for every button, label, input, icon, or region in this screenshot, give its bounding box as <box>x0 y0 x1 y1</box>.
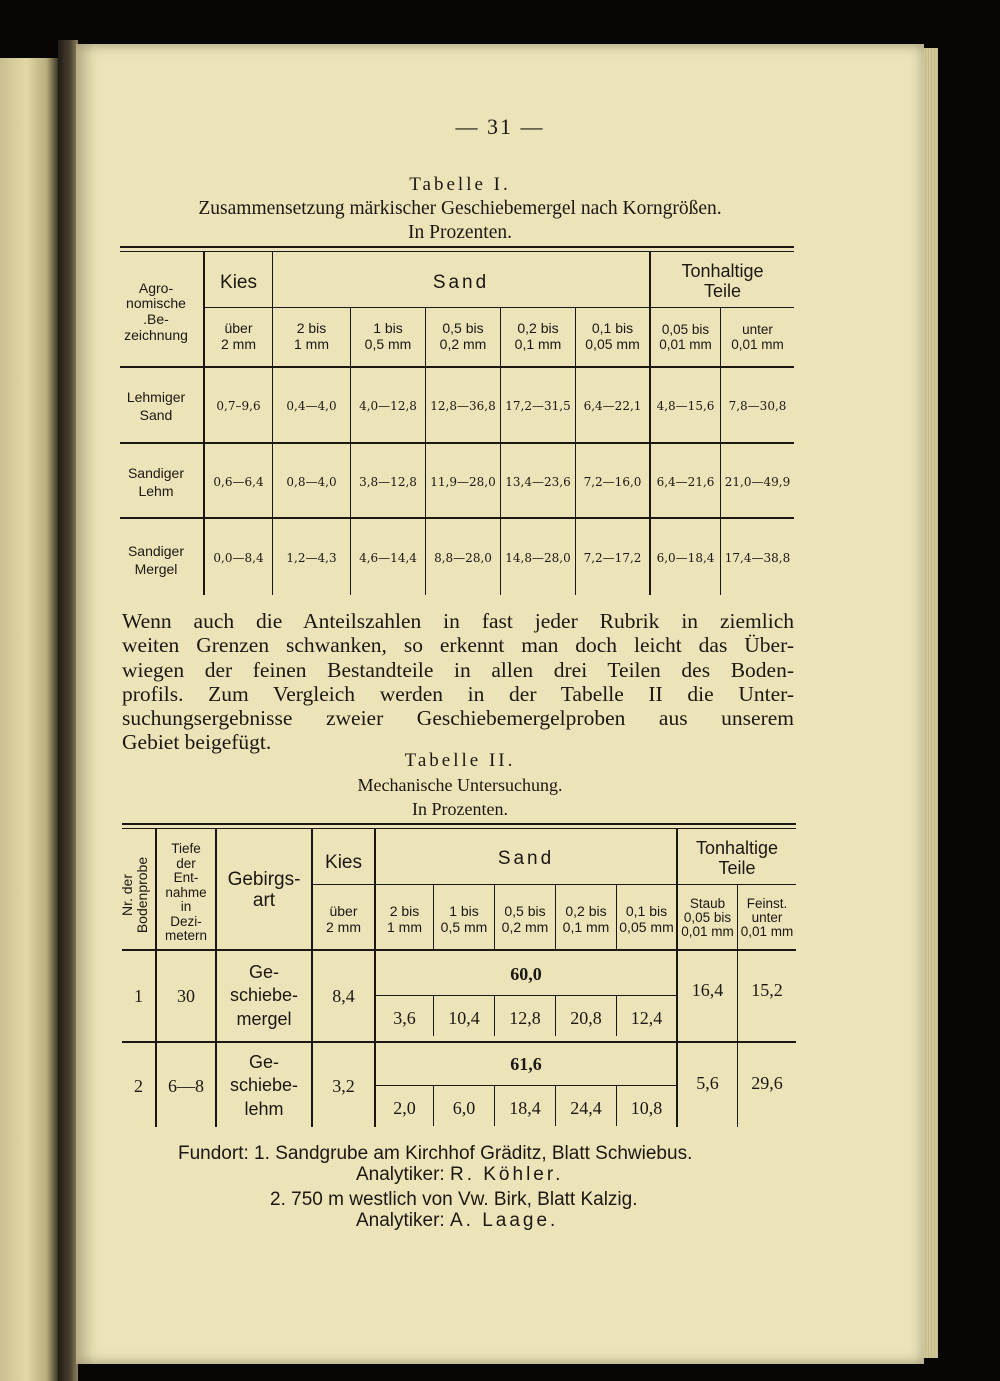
header-line: Ent- <box>173 870 199 886</box>
header-line: Teile <box>718 858 756 878</box>
table2-cell-sand-total: 60,0 <box>510 963 542 984</box>
table1-cell: 17,4—38,8 <box>724 551 791 565</box>
header-line: 0,2 bis <box>565 903 607 920</box>
header-line: 0,01 mm <box>731 337 784 352</box>
header-line: 0,05 mm <box>619 919 674 935</box>
table1-title: Tabelle I. <box>409 174 511 195</box>
header-line: Gebirgs- <box>227 868 301 890</box>
table1-row-label <box>110 446 202 518</box>
table1-cell: 0,6—6,4 <box>213 475 264 489</box>
table1-cell: 4,0—12,8 <box>359 399 417 413</box>
header-line: nomische <box>126 295 186 312</box>
table2-cell-sand: 18,4 <box>509 1097 541 1118</box>
table1-sub-header <box>501 318 575 356</box>
row-label-line: Sandiger <box>127 542 185 559</box>
table2-cell-sand: 2,0 <box>393 1097 416 1118</box>
footnote-item-text: 750 m westlich von Vw. Birk, Blatt Kalzig. <box>291 1189 638 1210</box>
header-line: Staub <box>689 895 726 911</box>
table2-header-nr <box>120 850 154 940</box>
header-line: 0,05 bis <box>661 321 710 337</box>
table1-cell: 12,8—36,8 <box>430 399 496 413</box>
header-line: unter <box>751 909 783 925</box>
row-label-line: Sandiger <box>127 464 185 481</box>
table1-cell: 14,8—28,0 <box>505 551 571 565</box>
table2-title: Tabelle II. <box>404 750 516 771</box>
table1-sub-header <box>576 318 649 356</box>
table2-cell-nr: 2 <box>134 1075 143 1096</box>
footnote-item-number: 2. <box>270 1189 286 1210</box>
header-line: 2 mm <box>221 336 256 352</box>
footnote-analyst-2 <box>356 1210 558 1232</box>
header-line: 0,01 mm <box>681 924 734 940</box>
table1-cell: 0,0—8,4 <box>213 551 264 565</box>
table2-cell-kies: 3,2 <box>332 1075 355 1096</box>
header-line: in <box>180 899 192 915</box>
table1-cell: 4,6—14,4 <box>359 551 417 565</box>
art-line: Ge- <box>248 1051 279 1072</box>
footnote-analyst-1 <box>356 1164 563 1186</box>
table2-sub-header <box>556 898 616 942</box>
table2-subtitle: Mechanische Untersuchung. <box>357 775 563 795</box>
table1-cell: 6,0—18,4 <box>656 551 715 565</box>
header-line: 1 mm <box>387 919 422 935</box>
header-line: 1 bis <box>373 320 403 337</box>
table2-cell-feinst: 15,2 <box>751 979 783 1000</box>
table2-cell-feinst: 29,6 <box>751 1072 783 1093</box>
table1-cell: 1,2—4,3 <box>286 551 337 565</box>
table2-cell-tiefe: 6—8 <box>168 1075 204 1096</box>
header-line: 0,1 bis <box>591 320 634 337</box>
row-label-line: Mergel <box>134 561 178 577</box>
table1-cell: 11,9—28,0 <box>430 475 496 489</box>
paragraph-line: weiten Grenzen schwanken, so erkennt man doch leicht das Über- <box>122 633 794 658</box>
page-number: — 31 — <box>455 114 545 139</box>
header-line: 2 bis <box>389 903 420 920</box>
header-line: 0,5 bis <box>442 320 484 337</box>
table1-cell: 17,2—31,5 <box>505 399 571 413</box>
analyst-label: Analytiker: <box>356 1210 445 1231</box>
header-line: 0,2 bis <box>517 320 559 337</box>
art-line: schiebe- <box>229 985 299 1006</box>
header-line: 0,1 bis <box>625 903 668 920</box>
table2-cell-kies: 8,4 <box>332 985 355 1006</box>
row-label-line: Lehmiger <box>126 388 186 405</box>
header-line: Agro- <box>138 279 174 296</box>
table2-cell-sand-total: 61,6 <box>510 1053 542 1074</box>
art-line: Ge- <box>248 961 279 982</box>
analyst-label: Analytiker: <box>356 1164 445 1185</box>
analyst-name: R. Köhler. <box>449 1164 564 1185</box>
footnote-item-text: Sandgrube am Kirchhof Gräditz, Blatt Schwiebus. <box>275 1143 693 1164</box>
table1-sub-header <box>721 318 794 356</box>
header-line: 0,2 mm <box>439 336 487 352</box>
header-line: 2 mm <box>326 919 361 935</box>
header-line: art <box>252 890 276 911</box>
header-line: unter <box>742 321 773 337</box>
table2-header-kies: Kies <box>325 852 362 874</box>
table2-header-gebirgsart <box>217 862 311 918</box>
analyst-name: A. Laage. <box>449 1210 559 1231</box>
table2-sub-header <box>313 898 374 942</box>
header-line: 0,01 mm <box>740 924 794 940</box>
header-line: 2 bis <box>296 320 327 337</box>
table1-cell: 13,4—23,6 <box>505 475 571 489</box>
header-line: Nr. der <box>119 874 135 917</box>
table2-cell-sand: 3,6 <box>393 1007 416 1028</box>
table2-sub-header <box>434 898 494 942</box>
table1-cell: 21,0—49,9 <box>724 475 791 489</box>
table2-cell-sand: 20,8 <box>570 1007 602 1028</box>
table1-cell: 6,4—21,6 <box>656 475 715 489</box>
table2-cell-staub: 5,6 <box>696 1072 719 1093</box>
facing-page-edge <box>0 58 58 1381</box>
table1-cell: 4,8—15,6 <box>656 399 715 413</box>
paragraph-line: Gebiet beigefügt. <box>122 730 272 755</box>
footnote-line-1 <box>178 1143 692 1165</box>
header-line: über <box>224 320 253 337</box>
table1-sub-header <box>651 318 720 356</box>
body-paragraph <box>122 609 794 755</box>
art-line: lehm <box>244 1098 284 1119</box>
art-line: mergel <box>236 1008 292 1029</box>
table2-header-tiefe <box>157 838 215 948</box>
footnote-line-2 <box>270 1189 638 1211</box>
header-line: 0,5 mm <box>440 919 488 935</box>
table1-unit: In Prozenten. <box>408 222 512 243</box>
table1-cell: 0,4—4,0 <box>286 399 337 413</box>
footnote-label: Fundort: <box>178 1143 249 1164</box>
page-stack-edge <box>924 48 938 1358</box>
header-line: über <box>329 903 358 920</box>
art-line: schiebe- <box>229 1075 299 1096</box>
table1-sub-header <box>205 318 272 356</box>
header-line: 0,01 mm <box>659 337 712 352</box>
header-line: 0,05 bis <box>683 909 732 925</box>
table1-header-ton <box>651 258 794 304</box>
header-line: Dezi- <box>170 913 202 929</box>
table1-cell: 7,8—30,8 <box>728 399 787 413</box>
table2-sub-header <box>738 890 796 946</box>
header-line: Teile <box>703 281 742 301</box>
table2-cell-art <box>217 952 311 1040</box>
table2-cell-sand: 10,4 <box>448 1007 480 1028</box>
table1-cell: 8,8—28,0 <box>434 551 492 565</box>
header-line: .Be- <box>143 311 169 327</box>
header-line: Tiefe <box>171 840 201 856</box>
table1-cell: 3,8—12,8 <box>359 475 417 489</box>
header-line: Feinst. <box>746 895 788 911</box>
table2-sub-header <box>376 898 433 942</box>
table2-sub-header <box>678 890 737 946</box>
table2-cell-sand: 12,8 <box>509 1007 541 1028</box>
table2-cell-sand: 10,8 <box>630 1097 663 1118</box>
table1-row-label <box>110 522 202 598</box>
table2-cell-staub: 16,4 <box>691 979 724 1000</box>
table1-cell: 0,7–9,6 <box>216 399 261 413</box>
table2-header-sand: Sand <box>497 848 555 870</box>
table2-cell-sand: 12,4 <box>630 1007 663 1028</box>
row-label-line: Lehm <box>138 483 174 499</box>
paragraph-line: wiegen der feinen Bestandteile in allen drei Teilen des Boden- <box>122 657 794 682</box>
header-line: metern <box>164 928 208 944</box>
header-line: 0,1 mm <box>562 919 610 935</box>
table1-cell: 0,8—4,0 <box>286 475 337 489</box>
table2-header-ton <box>678 836 796 880</box>
book-gutter <box>58 40 78 1381</box>
table1-row-label <box>110 370 202 442</box>
table2-cell-art <box>217 1044 311 1128</box>
header-line: 0,5 mm <box>364 336 412 352</box>
table1-sub-header <box>351 318 425 356</box>
header-line: nahme <box>165 884 207 900</box>
header-line: 0,5 bis <box>504 903 546 920</box>
table2-sub-header <box>617 898 676 942</box>
table2-cell-sand: 24,4 <box>570 1097 602 1118</box>
header-line: der <box>176 855 196 871</box>
table2-sub-header <box>495 898 555 942</box>
header-line: 1 mm <box>294 336 329 352</box>
header-line: Bodenprobe <box>134 856 151 934</box>
header-line: Tonhaltige <box>695 837 779 858</box>
table1-cell: 7,2—16,0 <box>583 475 642 489</box>
table1-sub-header <box>426 318 500 356</box>
header-line: 0,1 mm <box>514 336 562 352</box>
footnote-item-number: 1. <box>254 1143 270 1164</box>
paragraph-line: suchungsergebnisse zweier Geschiebemergelproben aus unserem <box>122 706 794 731</box>
table2-cell-sand: 6,0 <box>452 1097 476 1118</box>
paragraph-line: Wenn auch die Anteilszahlen in fast jeder Rubrik in ziemlich <box>122 609 794 633</box>
table1-header-kies: Kies <box>220 272 257 294</box>
table1-header-sand: Sand <box>432 272 490 294</box>
header-line: zeichnung <box>124 326 188 343</box>
table1-cell: 6,4—22,1 <box>583 399 642 413</box>
table1-sub-header <box>273 318 350 356</box>
table1-cell: 7,2—17,2 <box>583 551 642 565</box>
table2-cell-tiefe: 30 <box>177 985 195 1006</box>
header-line: Tonhaltige <box>681 260 764 281</box>
table1-subtitle: Zusammensetzung märkischer Geschiebemergel nach Korngrößen. <box>198 198 722 219</box>
header-line: 1 bis <box>449 903 479 920</box>
header-line: 0,2 mm <box>501 919 549 935</box>
table2-unit: In Prozenten. <box>412 799 508 819</box>
row-label-line: Sand <box>139 407 173 423</box>
table1-header-label-col <box>110 270 202 354</box>
header-line: 0,05 mm <box>585 336 640 352</box>
table2-cell-nr: 1 <box>134 985 143 1006</box>
paragraph-line: profils. Zum Vergleich werden in der Tabelle II die Unter- <box>122 681 794 706</box>
